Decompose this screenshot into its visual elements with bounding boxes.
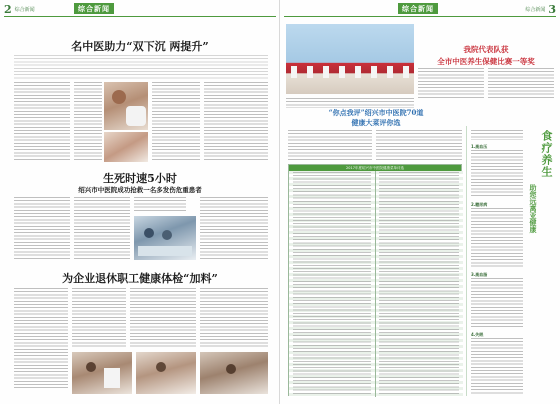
side-text-2 (471, 208, 523, 268)
article1-photo-1 (104, 82, 148, 130)
article3-photo-2 (136, 352, 196, 394)
article3-photo-3 (200, 352, 268, 394)
article3-col4 (200, 288, 268, 348)
right-article2-table (288, 164, 462, 396)
side-label-4: 4.失眠 (471, 332, 484, 337)
right-article2-col1 (288, 130, 372, 160)
table-divider (375, 171, 376, 397)
side-intro (471, 130, 523, 140)
right-article2-deck-line2: 健康大菜评你选 (351, 118, 401, 127)
article2-col3-top (134, 197, 186, 213)
article2-col2 (74, 197, 130, 259)
vertical-title-sub: 助您远离亚健康 (529, 184, 538, 233)
left-page-header (4, 3, 35, 15)
article1-col2 (74, 82, 102, 162)
right-article1-stage-photo (286, 24, 414, 94)
article1-col3 (152, 82, 200, 162)
right-page-header (525, 3, 556, 15)
table-col-left (293, 172, 371, 396)
side-label-2: 2.糖尿病 (471, 202, 488, 207)
right-section-tab: 综合新闻 (398, 3, 438, 14)
right-article1-title-line1: 我院代表队获 (463, 45, 509, 54)
table-body (289, 171, 463, 397)
table-col-right (379, 172, 459, 396)
side-text-3 (471, 278, 523, 328)
article2-headline: 生死时速5小时 (103, 172, 177, 185)
article2-subheadline: 绍兴市中医院成功抢救一名多发伤危重患者 (78, 186, 202, 194)
article1-col4 (204, 82, 268, 162)
vertical-title-main: 食疗养生 (540, 130, 553, 178)
article3-col3 (130, 288, 196, 348)
right-page (280, 0, 560, 404)
left-section-tab: 综合新闻 (74, 3, 114, 14)
right-header-rule (284, 16, 556, 17)
article3-col2 (72, 288, 126, 348)
right-article1-col2 (488, 68, 554, 100)
table-title: 2017年度绍兴市中医院健康菜单评选 (289, 165, 461, 171)
left-header-text: 综合新闻 (14, 6, 35, 13)
left-page-number: 2 (4, 2, 12, 16)
article1-photo-2 (104, 132, 148, 162)
left-header-rule (4, 16, 276, 17)
article3-photo-1 (72, 352, 132, 394)
article2-photo (134, 216, 196, 260)
right-article1-col1 (418, 68, 484, 100)
right-header-text: 综合新闻 (525, 6, 546, 13)
right-article1-col0 (286, 98, 414, 108)
right-article1-title-line2: 全市中医养生保健比赛一等奖 (437, 57, 535, 66)
side-label-3: 3.高血脂 (471, 272, 488, 277)
right-article2-col2 (376, 130, 462, 160)
article2-col1 (14, 197, 70, 259)
right-page-number: 3 (548, 2, 556, 16)
side-text-4 (471, 338, 523, 394)
side-label-1: 1.高血压 (471, 144, 488, 149)
article1-col1 (14, 82, 70, 162)
article1-headline: 名中医助力“双下沉 两提升” (71, 40, 209, 53)
side-text-1 (471, 150, 523, 198)
article2-col4 (200, 197, 268, 259)
right-side-column (466, 126, 526, 396)
article3-col1 (14, 288, 68, 388)
article3-headline: 为企业退休职工健康体检“加料” (62, 272, 218, 285)
article1-lede (14, 55, 268, 79)
right-article2-deck-line1: “你点我评”绍兴市中医院70道 (328, 108, 424, 117)
